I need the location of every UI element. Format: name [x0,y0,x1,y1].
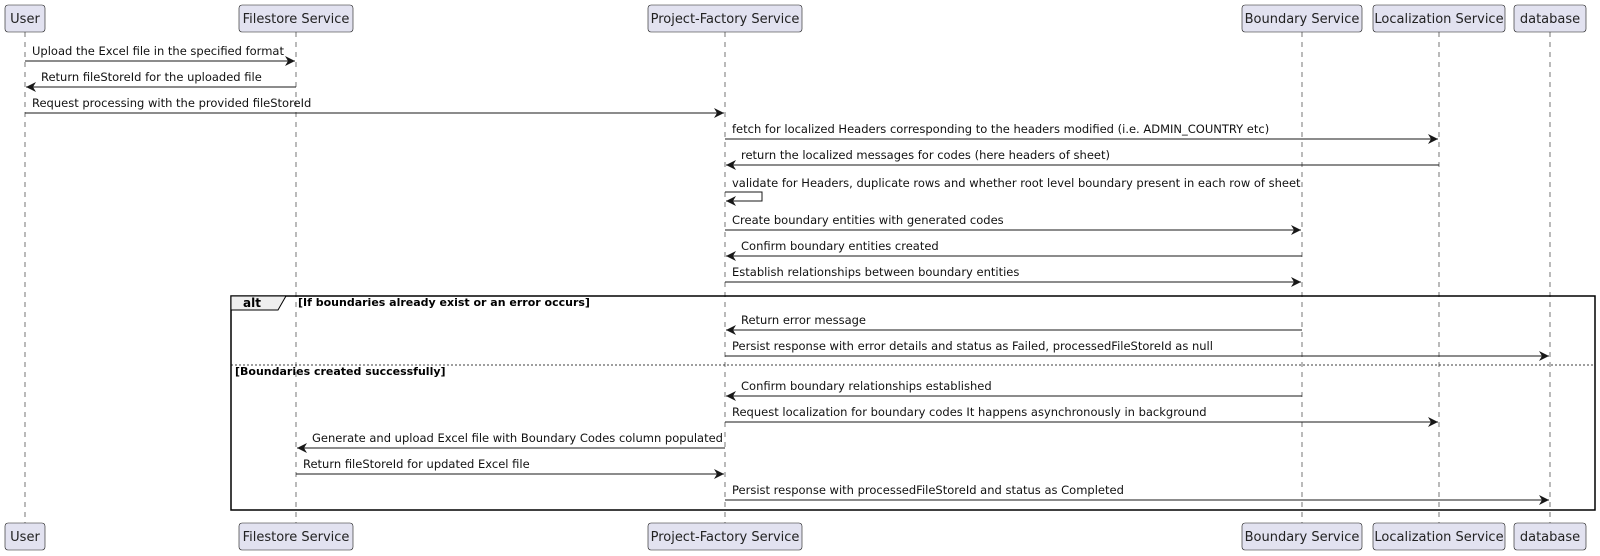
self-message-arrow [725,192,762,201]
alt-frame [231,296,1595,510]
message-9 [725,265,1301,282]
participant-label: Localization Service [1374,12,1504,27]
participant-boundary-top [1242,5,1362,32]
alt-condition-2: [Boundaries created successfully] [235,365,446,378]
message-3 [25,96,724,113]
message-label: Create boundary entities with generated codes [732,213,1004,227]
participant-label: User [10,530,40,545]
message-label: Confirm boundary relationships established [741,379,992,393]
message-11 [725,339,1549,356]
participant-localization-bottom [1373,523,1505,550]
message-13 [725,405,1438,422]
participant-label: Boundary Service [1244,12,1360,27]
participant-factory-bottom [648,523,802,550]
participant-label: Boundary Service [1244,530,1360,545]
message-label: Persist response with error details and status as Failed, processedFileStoreId as null [732,339,1213,353]
message-label: Upload the Excel file in the specified format [32,44,284,58]
message-5 [726,148,1439,165]
message-label: Return fileStoreId for updated Excel file [303,457,530,471]
message-label: return the localized messages for codes (here headers of sheet) [741,148,1110,162]
message-1 [25,44,295,61]
message-6 [725,176,1301,201]
message-label: Generate and upload Excel file with Boundary Codes column populated [312,431,723,445]
message-label: fetch for localized Headers corresponding to the headers modified (i.e. ADMIN_COUNTRY etc) [732,122,1270,136]
message-10 [726,313,1302,330]
message-15 [296,457,724,474]
participant-label: database [1519,530,1581,545]
participant-factory-top [648,5,802,32]
message-12 [726,379,1302,396]
message-7 [725,213,1301,230]
participant-localization-top [1373,5,1505,32]
message-8 [726,239,1302,256]
message-label: Persist response with processedFileStoreId and status as Completed [732,483,1124,497]
alt-condition-1: [If boundaries already exist or an error occurs] [298,296,590,309]
message-label: Establish relationships between boundary entities [732,265,1020,279]
participant-filestore-bottom [239,523,353,550]
message-label: Request processing with the provided fileStoreId [32,96,312,110]
participant-label: Localization Service [1374,530,1504,545]
participant-user-bottom [5,523,45,550]
message-label: Confirm boundary entities created [741,239,939,253]
participant-boundary-bottom [1242,523,1362,550]
alt-keyword: alt [243,296,261,310]
messages [25,44,1549,500]
participant-label: database [1519,12,1581,27]
message-2 [26,70,296,87]
message-label: Return fileStoreId for the uploaded file [41,70,262,84]
message-16 [725,483,1549,500]
alt-frame-border [231,296,1595,510]
message-label: Request localization for boundary codes It happens asynchronously in background [732,405,1207,419]
participant-filestore-top [239,5,353,32]
message-4 [725,122,1438,139]
participant-label: Project-Factory Service [650,530,800,545]
message-label: validate for Headers, duplicate rows and whether root level boundary present in each row of sheet [732,176,1301,190]
message-label: Return error message [741,313,866,327]
participant-database-bottom [1514,523,1586,550]
participant-database-top [1514,5,1586,32]
participant-label: Filestore Service [242,12,350,27]
participant-label: Project-Factory Service [650,12,800,27]
participant-label: User [10,12,40,27]
participant-label: Filestore Service [242,530,350,545]
message-14 [297,431,725,448]
participant-user-top [5,5,45,32]
